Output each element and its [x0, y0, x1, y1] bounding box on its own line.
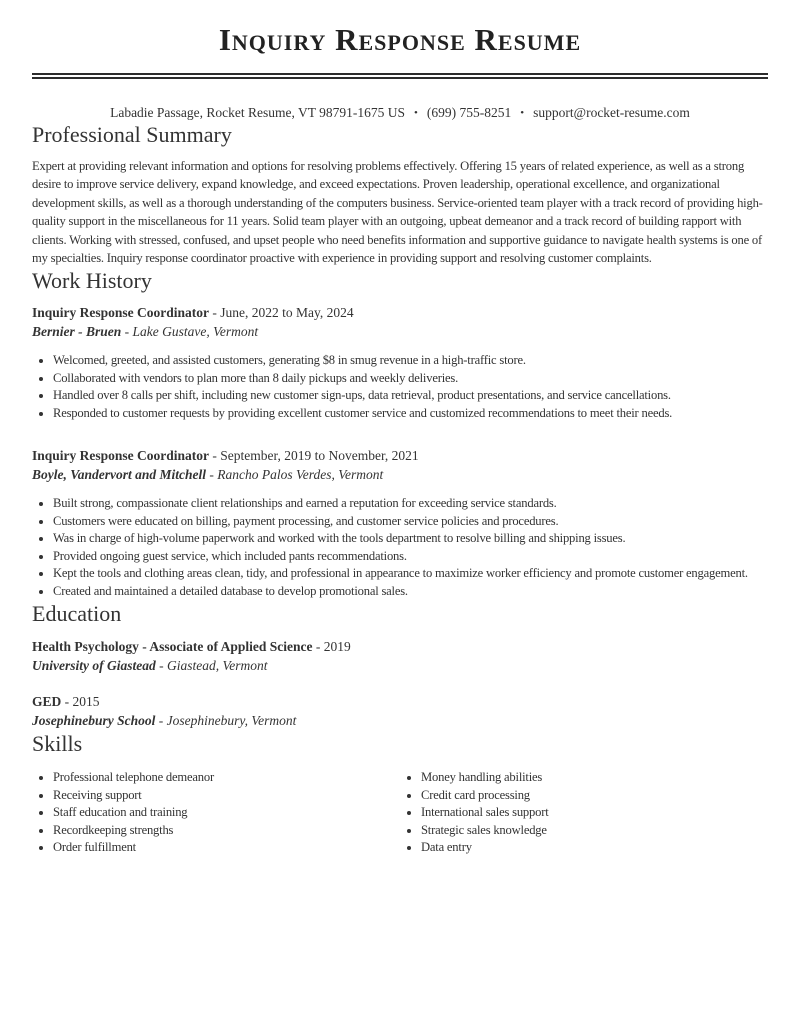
- school-line: [32, 656, 768, 675]
- skill-item: • International sales support: [421, 804, 768, 822]
- skills-column-right: [400, 769, 768, 857]
- job-title-line: [32, 303, 768, 322]
- job-company-line: [32, 465, 768, 484]
- skills-list-right: [400, 769, 768, 857]
- education-entry: [32, 692, 768, 730]
- degree-line: [32, 637, 768, 656]
- job-entry: [32, 446, 768, 600]
- skill-item: • Staff education and training: [53, 804, 400, 822]
- contact-email: support@rocket-resume.com: [533, 105, 690, 120]
- job-dates: - September, 2019 to November, 2021: [209, 448, 419, 464]
- skill-item: • Recordkeeping strengths: [53, 822, 400, 840]
- contact-phone: (699) 755-8251: [426, 105, 512, 120]
- skills-heading: Skills: [32, 731, 83, 757]
- skill-item: • Money handling abilities: [421, 769, 768, 787]
- skill-item: • Strategic sales knowledge: [421, 822, 768, 840]
- skills-columns: [32, 769, 768, 857]
- contact-separator: •: [414, 107, 418, 119]
- job-entry: [32, 303, 768, 422]
- job-bullet: • Welcomed, greeted, and assisted customers, generating $8 in smug revenue in a high-traffic store.: [53, 352, 768, 370]
- skill-item: • Receiving support: [53, 787, 400, 805]
- job-bullet: • Responded to customer requests by providing excellent customer service and customized recommendations to meet their needs.: [53, 405, 768, 423]
- degree: Health Psychology - Associate of Applied Science: [32, 639, 313, 655]
- job-company: Bernier - Bruen: [32, 324, 122, 340]
- school-line: [32, 711, 768, 730]
- job-bullet: • Provided ongoing guest service, which included pants recommendations.: [53, 548, 768, 566]
- job-dates: - June, 2022 to May, 2024: [209, 305, 354, 321]
- school-name: Josephinebury School: [32, 713, 156, 729]
- job-title: Inquiry Response Coordinator: [32, 305, 210, 321]
- skill-item: • Professional telephone demeanor: [53, 769, 400, 787]
- education-heading: Education: [32, 601, 122, 627]
- job-bullet: • Built strong, compassionate client relationships and earned a reputation for exceeding service standards.: [53, 495, 768, 513]
- job-title-line: [32, 446, 768, 465]
- school-location: - Giastead, Vermont: [155, 658, 268, 674]
- school-name: University of Giastead: [32, 658, 156, 674]
- skill-item: • Data entry: [421, 839, 768, 857]
- job-bullet: • Handled over 8 calls per shift, including new customer sign-ups, data retrieval, product presentations, and service cancellations.: [53, 387, 768, 405]
- job-bullet: • Kept the tools and clothing areas clean, tidy, and professional in appearance to maximize worker efficiency and promote customer engagement.: [53, 565, 768, 583]
- degree: GED: [32, 694, 62, 710]
- job-bullet: • Created and maintained a detailed database to develop promotional sales.: [53, 583, 768, 601]
- contact-separator: •: [520, 107, 525, 119]
- skills-column-left: [32, 769, 400, 857]
- job-bullet: • Customers were educated on billing, payment processing, and customer service policies and procedures.: [53, 513, 768, 531]
- header-divider: [32, 73, 768, 79]
- summary-heading: Professional Summary: [32, 122, 232, 147]
- job-bullet-list: [32, 352, 768, 422]
- job-company-line: [32, 322, 768, 341]
- job-company: Boyle, Vandervort and Mitchell: [32, 467, 207, 483]
- education-entry: [32, 637, 768, 675]
- job-bullet: • Was in charge of high-volume paperwork and worked with the tools department to resolve billing and shipping issues.: [53, 530, 768, 548]
- resume-title: Inquiry Response Resume: [218, 22, 582, 57]
- summary-text: Expert at providing relevant information and options for resolving problems effectively. Offering 15 years of related experience, as well as a strong desire to improve service delivery, expand knowledge, and exceed expectations. Proven leadership, operational excellence, and organizational development skills, as well as a thorough understanding of the computers business. Service-oriented team player with a track record of providing high-quality support in the miscellaneous for 11 years. Solid team player with an outgoing, upbeat demeanor and a track record of building rapport with clients. Working with stressed, confused, and upset people who need benefits information and supportive guidance to navigate health systems is one of my specialties. Inquiry response coordinator proactive with experience in providing support and resolving customer complaints.: [32, 159, 763, 266]
- job-location: - Lake Gustave, Vermont: [121, 324, 259, 340]
- school-location: - Josephinebury, Vermont: [155, 713, 297, 729]
- job-location: - Rancho Palos Verdes, Vermont: [206, 467, 384, 483]
- graduation-year: - 2015: [61, 694, 100, 710]
- job-title: Inquiry Response Coordinator: [32, 448, 210, 464]
- job-bullet-list: [32, 495, 768, 600]
- job-bullet: • Collaborated with vendors to plan more than 8 daily pickups and weekly deliveries.: [53, 370, 768, 388]
- contact-address: Labadie Passage, Rocket Resume, VT 98791-1675 US: [110, 105, 406, 120]
- skill-item: • Order fulfillment: [53, 839, 400, 857]
- contact-line: [32, 105, 768, 121]
- skills-list-left: [32, 769, 400, 857]
- work-history-heading: Work History: [32, 268, 152, 294]
- graduation-year: - 2019: [312, 639, 351, 655]
- degree-line: [32, 692, 768, 711]
- skill-item: • Credit card processing: [421, 787, 768, 805]
